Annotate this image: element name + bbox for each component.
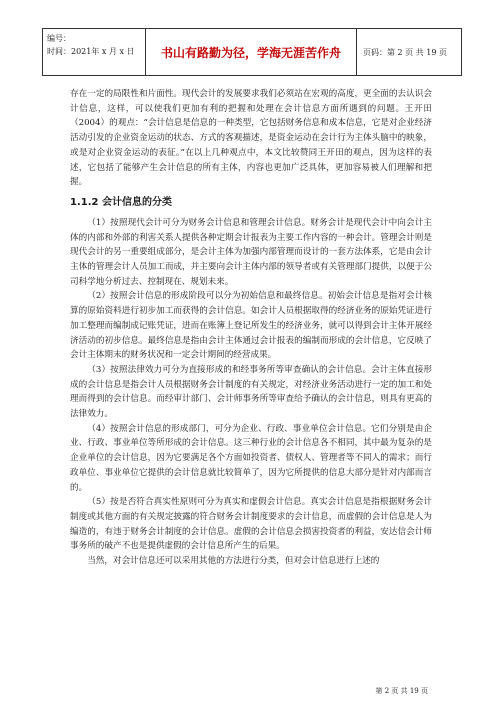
header-motto: 书山有路勤为径，学海无涯苦作舟	[146, 29, 357, 75]
page-footer: 第 2 页 共 19 页	[375, 687, 428, 695]
paragraph-intro: 存在一定的局限性和片面性。现代会计的发展要求我们必须站在宏观的高度，更全面的去认识会计信息，这样，可以使我们更加有利的把握和处理在会计信息方面所遇到的问题。王开田（2004）的观点：“会计信息是信息的一种类型，它包括财务信息和成本信息，它是对企业经济活动引发的企业资金运动的状态、方式的客观描述，是资金运动在会计行为主体头脑中的映象，或是对企业资金运动的表征。”在以上几种观点中，本文比较赞同王开田的观点，因为这样的表述，它包括了能够产生会计信息的所有主体，内容也更加广泛具体，更加容易被人们理解和把握。	[70, 89, 432, 188]
paragraph: （1）按照现代会计可分为财务会计信息和管理会计信息。财务会计是现代会计中向会计主体的内部和外部的利害关系人提供各种定期会计报表为主要工作内容的一种会计。管理会计则是现代会计的另一重要组成部分，是会计主体为加强内部管理而设计的一套方法体系，它是由会计主体的管理会计人员加工而成，并主要向会计主体内部的领导者或有关管理部门提供，以便于公司科学地分析过去、控制现在、规划未来。	[70, 217, 432, 287]
paragraph: （5）按是否符合真实性原则可分为真实和虚假会计信息。真实会计信息是指根据财务会计制度或其他方面的有关规定披露的符合财务会计制度要求的会计信息，而虚假的会计信息是人为编造的，有违于财务会计制度的会计信息。虚假的会计信息会损害投资者的利益，安达信会计师事务所的破产不也是提供虚假的会计信息所产生的后果。	[70, 497, 432, 552]
paragraph: （3）按照法律效力可分为直接形成的和经事务所等审查确认的会计信息。会计主体直接形成的会计信息是指会计人员根据财务会计制度的有关规定，对经济业务活动进行一定的加工和处理而得到的会计信息。而经审计部门、会计师事务所等审查给予确认的会计信息，则具有更高的法律效力。	[70, 364, 432, 420]
header-page-info: 页码：第 2 页 共 19 页	[363, 47, 447, 57]
paragraph: （4）按照会计信息的形成部门，可分为企业、行政、事业单位会计信息。它们分别是由企业、行政、事业单位等所形成的会计信息。这三种行业的会计信息各不相同，其中最为复杂的是企业单位的会计信息，因为它要满足各个方面如投资者、债权人、管理者等不同人的需求；而行政单位、事业单位它提供的会计信息就比较简单了，因为它所提供的信息大部分是针对内部而言的。	[70, 423, 432, 493]
section-heading: 1.1.2 会计信息的分类	[70, 196, 172, 208]
header-meta	[43, 29, 146, 75]
paragraph: 当然，对会计信息还可以采用其他的方法进行分类，但对会计信息进行上述的	[87, 556, 380, 567]
header-number-label: 编号：	[47, 34, 71, 43]
document-body	[70, 87, 432, 569]
page-header	[42, 28, 462, 76]
header-time-label: 时间：2021年 x 月 x 日	[47, 47, 135, 56]
paragraph: （2）按照会计信息的形成阶段可以分为初始信息和最终信息。初始会计信息是指对会计核算的原始资料进行初步加工而获得的会计信息。如会计人员根据取得的经济业务的原始凭证进行加工整理而编制成记账凭证，进而在账簿上登记所发生的经济业务，就可以得到会计主体开展经济活动的初步信息。最终信息是指由会计主体通过会计报表的编制而形成的会计信息，它反映了会计主体期末的财务状况和一定会计期间的经营成果。	[70, 291, 432, 361]
